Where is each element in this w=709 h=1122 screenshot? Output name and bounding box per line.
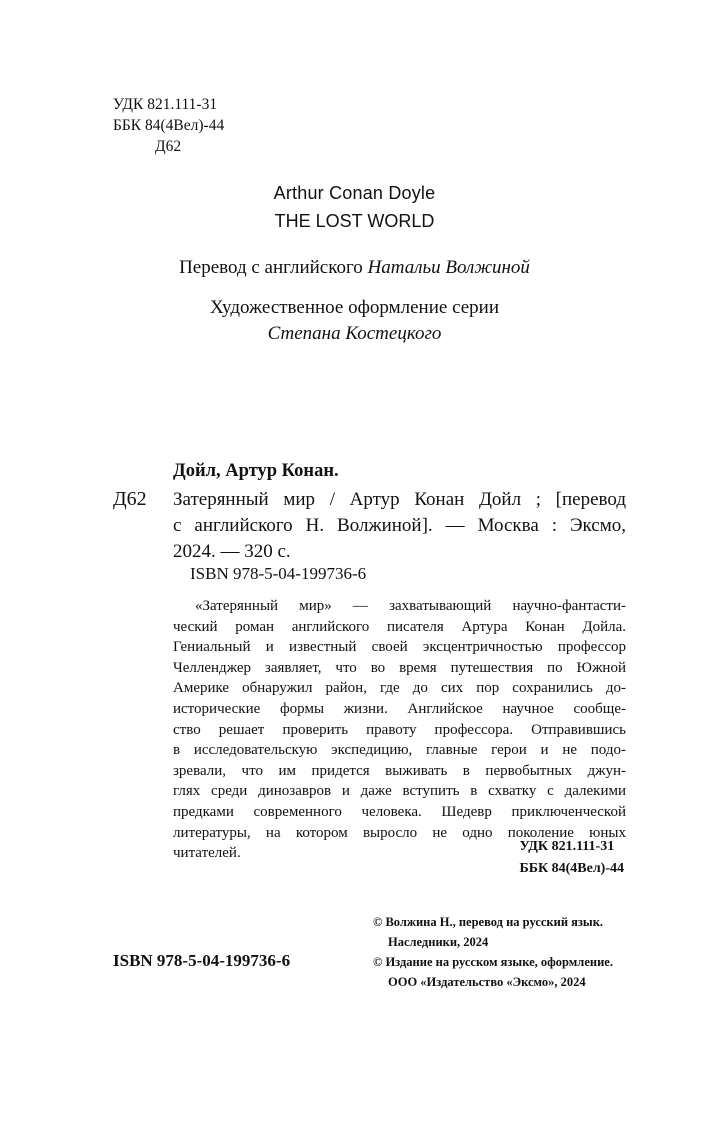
copyright-publisher: ООО «Издательство «Эксмо», 2024 (388, 975, 586, 989)
translation-prefix: Перевод с английского (179, 257, 363, 278)
original-author: Arthur Conan Doyle (273, 183, 436, 203)
annotation-line: Америке обнаружил район, где до сих пор сохранились до- (173, 680, 626, 697)
annotation-line: читателей. (173, 845, 241, 862)
annotation-line: ство решает проверить правоту профессора. Отправившись (173, 721, 626, 738)
design-credit-line: Художественное оформление серии (209, 297, 500, 318)
udk-code-bottom: УДК 821.111-31 (519, 839, 615, 854)
annotation-line: Гениальный и известный своей эксцентричностью профессор (173, 639, 626, 656)
annotation-line: глях среди динозавров и даже вступить в схватку с далекими (173, 783, 626, 800)
classification-top (113, 94, 224, 157)
catalog-author-heading: Дойл, Артур Конан. (173, 461, 339, 481)
annotation-line: Челленджер заявляет, что во время путешествия по Южной (173, 659, 626, 676)
catalog-code: Д62 (113, 488, 147, 510)
catalog-isbn: ISBN 978-5-04-199736-6 (190, 564, 367, 583)
catalog-description-line: с английского Н. Волжиной]. — Москва : Эксмо, (173, 515, 626, 536)
design-artist: Степана Костецкого (267, 323, 442, 344)
bbk-code: ББК 84(4Вел)-44 (113, 117, 225, 134)
annotation-line: «Затерянный мир» — захватывающий научно-фантасти- (195, 598, 626, 614)
original-title: THE LOST WORLD (274, 211, 435, 231)
annotation-line: предками современного человека. Шедевр приключенческой (173, 803, 626, 820)
annotation-line: в исследовательскую экспедицию, главные герои и не подо- (173, 742, 626, 759)
annotation-line: исторические формы жизни. Английское научное сообще- (173, 700, 626, 717)
catalog-description-line: 2024. — 320 с. (173, 541, 291, 562)
annotation-line: литературы, на котором выросло не одно поколение юных (173, 824, 626, 841)
catalog-description (173, 487, 626, 565)
copyright-translation-holders: Наследники, 2024 (388, 935, 489, 949)
translator-name: Натальи Волжиной (367, 257, 530, 278)
author-mark: Д62 (155, 138, 182, 155)
translator-line (0, 257, 709, 279)
annotation-line: зревали, что им придется выживать в первобытных джун- (173, 762, 626, 779)
bbk-code-bottom: ББК 84(4Вел)-44 (519, 861, 624, 876)
annotation (173, 596, 626, 864)
catalog-description-line: Затерянный мир / Артур Конан Дойл ; [перевод (173, 489, 626, 510)
annotation-line: ческий роман английского писателя Артура Конан Дойла. (173, 618, 626, 635)
copyright-edition: © Издание на русском языке, оформление. (373, 955, 613, 969)
copyright-translation: © Волжина Н., перевод на русский язык. (373, 915, 604, 929)
isbn-bottom: ISBN 978-5-04-199736-6 (113, 951, 291, 970)
classification-bottom (519, 836, 624, 880)
copyright-block (373, 912, 613, 992)
udk-code: УДК 821.111-31 (113, 96, 218, 113)
